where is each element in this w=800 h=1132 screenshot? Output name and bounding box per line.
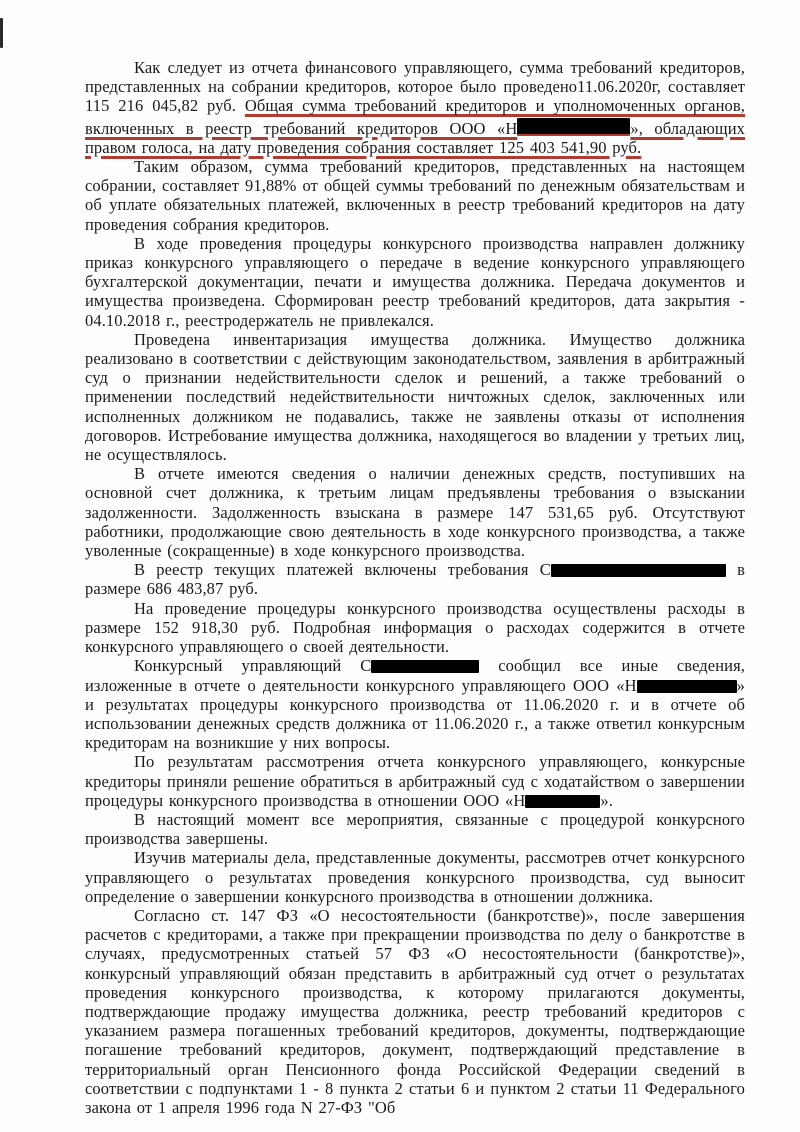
- text-run: В настоящий момент все мероприятия, связанные с процедурой конкурсного производства завершены.: [85, 809, 745, 849]
- text-run: Изучив материалы дела, представленные документы, рассмотрев отчет конкурсного управляющего о результатах проведения конкурсного производства, суд выносит определение о завершении конкурсного производства в отношении должника.: [85, 848, 745, 906]
- paragraph-9: [85, 752, 745, 810]
- text-run: В ходе проведения процедуры конкурсного производства направлен должнику приказ конкурсного управляющего о передаче в ведение конкурсного управляющего бухгалтерской документации, печати и имущества должника. Передача документов и имущества произведена. Сформирован реестр требований кредиторов, дата закрытия - 04.10.2018 г., реестродержатель не привлекался.: [85, 233, 745, 330]
- paragraph-11: [85, 848, 745, 906]
- paragraph-1: [85, 58, 745, 157]
- redaction-box: [637, 680, 737, 693]
- text-run: В отчете имеются сведения о наличии денежных средств, поступивших на основной счет должника, к третьим лицам предъявлены требования о взыскании задолженности. Задолженность взыскана в размере 147 531,65 руб. Отсутствуют работники, продолжающие свою деятельность в ходе конкурсного производства, а также уволенные (сокращенные) в ходе конкурсного производства.: [85, 464, 745, 561]
- paragraph-6: [85, 560, 745, 598]
- paragraph-7: [85, 599, 745, 657]
- paragraph-10: [85, 810, 745, 848]
- text-run: Общая сумма требований кредиторов и уполномоченных органов, включенных в реестр требований кредиторов ООО «Н: [85, 96, 745, 138]
- text-run: в размере 686 483,87 руб.: [85, 560, 745, 599]
- text-run: сообщил все иные сведения, изложенные в отчете о деятельности конкурсного управляющего ООО «Н: [85, 656, 745, 695]
- paragraph-2: [85, 157, 745, 234]
- paragraph-5: [85, 464, 745, 560]
- text-run: Проведена инвентаризация имущества должника. Имущество должника реализовано в соответствии с действующим законодательством, заявления в арбитражный суд о признании недействительности сделок и решений, а также требований о применении последствий недействительности ничтожных сделок, заключенных или исполненных должником не подавались, также не заявлены отказы от исполнения договоров. Истребование имущества должника, находящегося во владении у третьих лиц, не осуществлялось.: [85, 329, 745, 465]
- redaction-box: [525, 795, 600, 808]
- text-run: Согласно ст. 147 ФЗ «О несостоятельности (банкротстве)», после завершения расчетов с кредиторами, а также при прекращении производства по делу о банкротстве в случаях, предусмотренных статьей 57 ФЗ «О несостоятельности (банкротстве)», конкурсный управляющий обязан представить в арбитражный суд отчет о результатах проведения конкурсного производства, к которому прилагаются документы, подтверждающие продажу имущества должника, реестр требований кредиторов с указанием размера погашенных требований кредиторов, документы, подтверждающие погашение требований кредиторов, документ, подтверждающий представление в территориальный орган Пенсионного фонда Российской Федерации сведений в соответствии с подпунктами 1 - 8 пункта 2 статьи 6 и пунктом 2 статьи 11 Федерального закона от 1 апреля 1996 года N 27-ФЗ "Об: [85, 905, 745, 1117]
- text-run: На проведение процедуры конкурсного производства осуществлены расходы в размере 152 918,30 руб. Подробная информация о расходах содержится в отчете конкурсного управляющего о своей деятельности.: [85, 598, 745, 657]
- redaction-box: [551, 564, 726, 577]
- text-run: Конкурсный управляющий С: [134, 656, 372, 676]
- document-body: [85, 58, 745, 1117]
- text-run: Таким образом, сумма требований кредиторов, представленных на настоящем собрании, составляет 91,88% от общей суммы требований по денежным обязательствам и об уплате обязательных платежей, включенных в реестр требований кредиторов на дату проведения собрания кредиторов.: [85, 157, 745, 234]
- redaction-box: [517, 118, 630, 136]
- redaction-box: [371, 660, 479, 673]
- paragraph-4: [85, 330, 745, 464]
- text-run: ».: [600, 790, 613, 810]
- text-run: В реестр текущих платежей включены требования С: [134, 560, 551, 580]
- scan-artifact-mark: [0, 18, 3, 48]
- paragraph-8: [85, 656, 745, 752]
- paragraph-3: [85, 234, 745, 330]
- text-run: », обладающих правом голоса, на дату проведения собрания составляет 125 403 541,90 руб.: [85, 118, 745, 157]
- paragraph-12: [85, 906, 745, 1117]
- text-run: Как следует из отчета финансового управляющего, сумма требований кредиторов, представленных на собрании кредиторов, которое было проведено11.06.2020г, составляет 115 216 045,82 руб.: [85, 58, 745, 116]
- text-run: » и результатах процедуры конкурсного производства от 11.06.2020 г. и в отчете об использовании денежных средств должника от 11.06.2020 г., а также ответил конкурсным кредиторам на возникшие у них вопросы.: [85, 675, 745, 753]
- text-run: По результатам рассмотрения отчета конкурсного управляющего, конкурсные кредиторы приняли решение обратиться в арбитражный суд с ходатайством о завершении процедуры конкурсного производства в отношении ООО «Н: [85, 752, 745, 810]
